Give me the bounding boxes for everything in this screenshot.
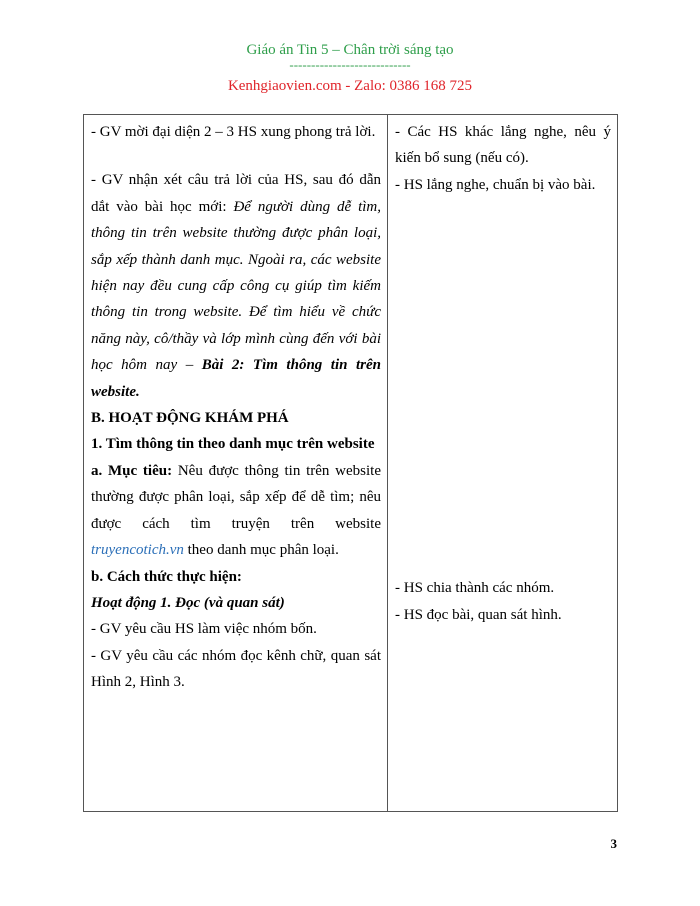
page-number: 3 (610, 836, 617, 851)
student-activity-cell (388, 115, 618, 812)
goal-paragraph (91, 458, 381, 564)
comment-dash: – (177, 357, 202, 374)
method-heading: b. Cách thức thực hiện: (91, 568, 242, 585)
lesson-table (83, 114, 618, 812)
teacher-activity-cell (84, 115, 388, 812)
subsection-heading-1: 1. Tìm thông tin theo danh mục trên website (91, 436, 375, 453)
section-heading-b: B. HOẠT ĐỘNG KHÁM PHÁ (91, 410, 289, 427)
step-group-work: - GV yêu cầu HS làm việc nhóm bốn. (91, 621, 317, 638)
table-row (84, 115, 618, 812)
lesson-title: Bài 2: Tìm thông tin trên website. (91, 357, 381, 400)
student-response-3: - HS chia thành các nhóm. (395, 580, 555, 597)
student-response-2: - HS lắng nghe, chuẩn bị vào bài. (395, 176, 596, 193)
header-site-contact: Kenhgiaovien.com - Zalo: 0386 168 725 (227, 78, 473, 94)
header-divider: ---------------------------- (289, 57, 411, 72)
comment-italic: Để người dùng dễ tìm, thông tin trên website thường được phân loại, sắp xếp thành danh mục. Ngoài ra, các website hiện nay đều cung cấp công cụ giúp tìm kiếm thông tin trong website. Để tìm hiểu về chức năng này, cô/thầy và lớp mình cùng đến với bài học hôm nay (91, 198, 382, 374)
step-read-observe: - GV yêu cầu các nhóm đọc kênh chữ, quan sát Hình 2, Hình 3. (91, 647, 381, 691)
website-link[interactable]: truyencotich.vn (91, 542, 184, 559)
page-header (0, 40, 700, 96)
comment-intro: - GV nhận xét câu trả lời của HS, sau đó dẫn dắt vào bài học mới: (91, 172, 381, 215)
paragraph-invite: - GV mời đại diện 2 – 3 HS xung phong trả lời. (91, 124, 376, 140)
paragraph-comment (91, 167, 381, 405)
student-response-4: - HS đọc bài, quan sát hình. (395, 606, 562, 623)
goal-text: Nêu được thông tin trên website thường được phân loại, sắp xếp để dễ tìm; nêu được cách tìm truyện trên website (91, 462, 381, 532)
header-title: Giáo án Tin 5 – Chân trời sáng tạo (246, 42, 454, 58)
activity-heading: Hoạt động 1. Đọc (và quan sát) (91, 594, 285, 611)
spacer (91, 145, 381, 167)
goal-label: a. Mục tiêu: (91, 462, 173, 479)
student-response-1: - Các HS khác lắng nghe, nêu ý kiến bổ sung (nếu có). (395, 124, 611, 167)
spacer (395, 198, 611, 575)
goal-tail: theo danh mục phân loại. (183, 542, 339, 559)
